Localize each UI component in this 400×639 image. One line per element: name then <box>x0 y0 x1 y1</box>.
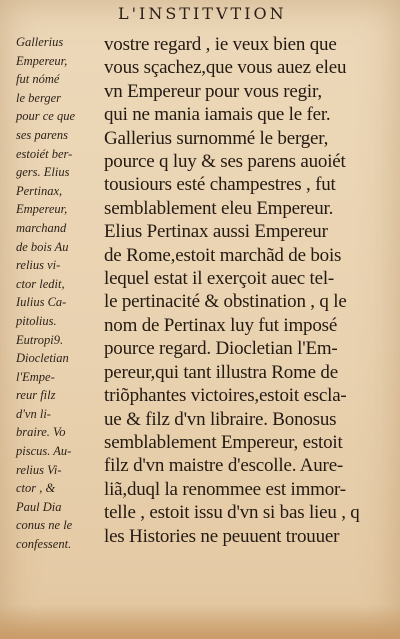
margin-note-line: estoiét ber- <box>16 146 73 161</box>
margin-note-line: ctor , & <box>16 481 56 496</box>
body-line: lequel estat il exerçoit auec tel- <box>104 268 335 290</box>
body-line: semblablement eleu Empereur. <box>104 197 334 219</box>
margin-note-line: confessent. <box>16 537 72 552</box>
body-line: liã,duql la renommee est immor- <box>104 478 346 500</box>
body-line: le pertinacité & obstination , q le <box>104 291 347 313</box>
body-line: ue & filz d'vn libraire. Bonosus <box>104 408 337 430</box>
margin-note-line: d'vn li- <box>16 406 51 421</box>
margin-note-line: gers. Elius <box>16 165 70 180</box>
body-line: pource regard. Diocletian l'Em- <box>104 338 338 360</box>
body-line: vn Empereur pour vous regir, <box>104 80 322 102</box>
margin-note-line: le berger <box>16 90 62 105</box>
body-line: les Histories ne peuuent trouuer <box>104 525 340 547</box>
body-line: semblablement Empereur, estoit <box>104 431 343 453</box>
margin-notes <box>16 33 100 554</box>
margin-note-line: de bois Au <box>16 239 69 254</box>
body-line: nom de Pertinax luy fut imposé <box>104 314 338 336</box>
body-line: Elius Pertinax aussi Empereur <box>104 221 328 243</box>
margin-note-line: piscus. Au- <box>16 444 72 459</box>
margin-note-line: Pertinax, <box>16 183 63 198</box>
body-line: Gallerius surnommé le berger, <box>104 127 329 149</box>
margin-note-line: conus ne le <box>16 518 73 533</box>
margin-note-line: reur filz <box>16 388 56 403</box>
margin-note-line: Empereur, <box>16 202 68 217</box>
margin-note-line: marchand <box>16 220 67 235</box>
running-head: L'INSTITVTION <box>118 4 287 23</box>
margin-note-line: Paul Dia <box>16 499 62 514</box>
margin-note-line: braire. Vo <box>16 425 66 440</box>
margin-note-line: ctor ledit, <box>16 276 65 291</box>
body-line: vostre regard , ie veux bien que <box>104 34 337 55</box>
margin-note-line: pour ce que <box>16 109 76 124</box>
margin-note-line: ses parens <box>16 127 68 142</box>
margin-note-line: pitolius. <box>16 313 57 328</box>
body-line: tousiours esté champestres , fut <box>104 174 336 196</box>
body-line: qui ne mania iamais que le fer. <box>104 104 331 126</box>
margin-note-line: l'Empe- <box>16 369 55 384</box>
body-line: triõphantes victoires,estoit escla- <box>104 385 347 407</box>
margin-note-line: Empereur, <box>16 53 68 68</box>
margin-note-line: relius vi- <box>16 258 61 273</box>
body-line: pource q luy & ses parens auoiét <box>104 151 346 173</box>
margin-note-line: relius Vi- <box>16 462 62 477</box>
margin-note-line: Diocletian <box>16 351 69 366</box>
body-line: telle , estoit issu d'vn si bas lieu , q <box>104 502 360 524</box>
margin-note-line: Gallerius <box>16 35 64 49</box>
margin-note-line: fut nómé <box>16 72 60 87</box>
margin-note-line: Eutropi9. <box>16 332 64 347</box>
margin-note-line: Iulius Ca- <box>16 295 67 310</box>
body-line: de Rome,estoit marchãd de bois <box>104 244 342 266</box>
body-text <box>104 33 388 548</box>
body-line: vous sçachez,que vous auez eleu <box>104 57 347 79</box>
body-line: pereur,qui tant illustra Rome de <box>104 361 338 383</box>
body-line: filz d'vn maistre d'escolle. Aure- <box>104 455 344 477</box>
